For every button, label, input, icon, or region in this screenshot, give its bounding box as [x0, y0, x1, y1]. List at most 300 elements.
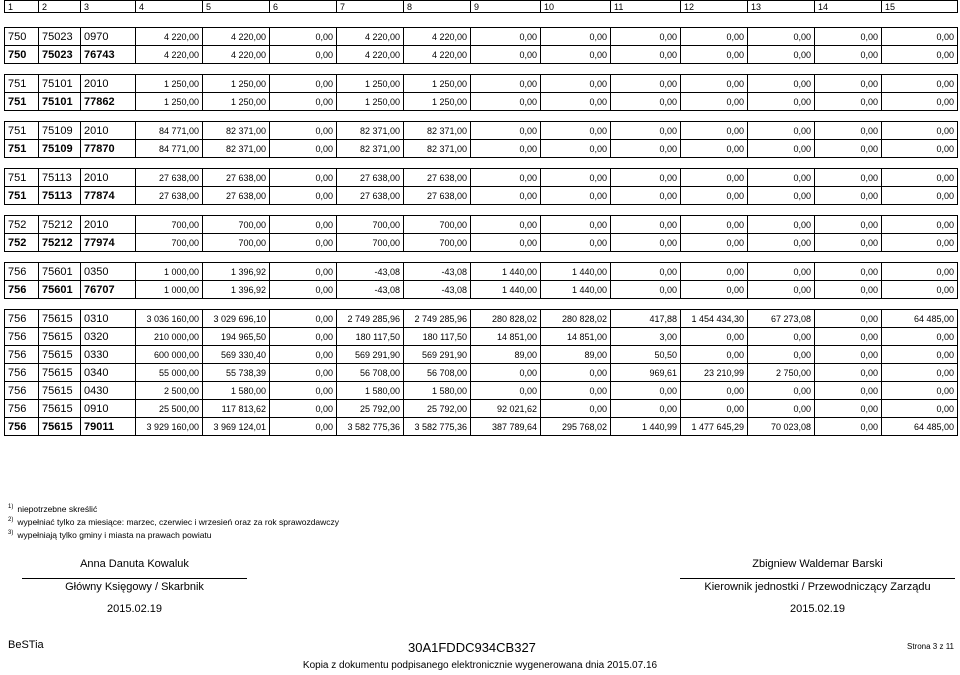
table-cell: 0,00 — [471, 382, 541, 400]
table-cell: 0,00 — [471, 169, 541, 187]
table-cell: 82 371,00 — [337, 122, 404, 140]
table-cell: 0,00 — [748, 216, 815, 234]
table-cell: 0,00 — [882, 281, 958, 299]
signatory-name: Zbigniew Waldemar Barski — [752, 558, 883, 570]
table-cell: 0,00 — [681, 400, 748, 418]
table-row-total — [5, 418, 958, 436]
table-row-total — [5, 46, 958, 64]
table-cell: 756 — [5, 310, 39, 328]
table-cell: 0,00 — [882, 328, 958, 346]
table-cell: 700,00 — [337, 234, 404, 252]
table-cell: 0,00 — [611, 281, 681, 299]
table-cell: 0,00 — [611, 216, 681, 234]
table-cell: 0,00 — [270, 216, 337, 234]
table-cell: 27 638,00 — [337, 187, 404, 205]
table-cell: 0,00 — [541, 75, 611, 93]
table-cell: 0,00 — [882, 187, 958, 205]
table-cell: -43,08 — [404, 263, 471, 281]
table-cell: 0,00 — [541, 400, 611, 418]
table-cell: 0,00 — [748, 328, 815, 346]
table-cell: 569 291,90 — [404, 346, 471, 364]
table-cell: 2 749 285,96 — [337, 310, 404, 328]
table-cell: 0,00 — [611, 400, 681, 418]
table-cell: 756 — [5, 400, 39, 418]
table-cell: 0,00 — [541, 382, 611, 400]
table-cell: 0,00 — [815, 418, 882, 436]
table-cell: 750 — [5, 46, 39, 64]
table-cell: 600 000,00 — [136, 346, 203, 364]
table-cell: 0,00 — [815, 93, 882, 111]
table-cell: 27 638,00 — [337, 169, 404, 187]
page-number: Strona 3 z 11 — [907, 642, 954, 651]
table-cell: 1 250,00 — [203, 75, 270, 93]
table-cell: 0,00 — [681, 234, 748, 252]
column-number: 15 — [882, 1, 958, 13]
table-cell: 0,00 — [541, 187, 611, 205]
table-row — [5, 382, 958, 400]
table-cell: 0,00 — [882, 93, 958, 111]
table-cell: 0,00 — [611, 169, 681, 187]
signatory-name: Anna Danuta Kowaluk — [80, 558, 189, 570]
column-number: 1 — [5, 1, 39, 13]
table-cell: 0,00 — [270, 418, 337, 436]
table-cell: 1 440,00 — [471, 263, 541, 281]
table-cell: 194 965,50 — [203, 328, 270, 346]
table-cell: 2010 — [81, 216, 136, 234]
table-cell: 0320 — [81, 328, 136, 346]
table-cell: 3 929 160,00 — [136, 418, 203, 436]
table-cell: 1 250,00 — [337, 93, 404, 111]
spacer-cell — [5, 111, 958, 122]
table-cell: 756 — [5, 328, 39, 346]
app-name: BeSTia — [8, 639, 44, 651]
table-cell: 700,00 — [337, 216, 404, 234]
column-number: 14 — [815, 1, 882, 13]
column-number: 6 — [270, 1, 337, 13]
table-cell: 0,00 — [270, 364, 337, 382]
table-cell: 75113 — [39, 169, 81, 187]
table-cell: 0,00 — [471, 46, 541, 64]
table-cell: 700,00 — [203, 234, 270, 252]
table-cell: 700,00 — [404, 216, 471, 234]
table-cell: 0,00 — [815, 216, 882, 234]
table-cell: 0,00 — [681, 382, 748, 400]
table-cell: 0330 — [81, 346, 136, 364]
signature-block-accountant — [22, 558, 247, 615]
table-cell: 117 813,62 — [203, 400, 270, 418]
table-cell: 0,00 — [748, 400, 815, 418]
column-number: 13 — [748, 1, 815, 13]
table-cell: 1 396,92 — [203, 281, 270, 299]
table-cell: 76743 — [81, 46, 136, 64]
table-cell: 417,88 — [611, 310, 681, 328]
table-cell: 0,00 — [815, 310, 882, 328]
table-cell: 89,00 — [471, 346, 541, 364]
group-spacer — [5, 299, 958, 310]
table-cell: 0,00 — [882, 75, 958, 93]
table-cell: 756 — [5, 364, 39, 382]
table-cell: 0,00 — [611, 187, 681, 205]
table-cell: 25 792,00 — [337, 400, 404, 418]
column-number-header — [4, 0, 958, 13]
table-cell: 75615 — [39, 364, 81, 382]
table-row-total — [5, 140, 958, 158]
table-cell: 3 582 775,36 — [337, 418, 404, 436]
table-cell: 75615 — [39, 418, 81, 436]
table-cell: 0,00 — [270, 122, 337, 140]
table-cell: 1 250,00 — [136, 93, 203, 111]
data-table — [4, 27, 958, 436]
table-cell: 0,00 — [815, 187, 882, 205]
table-cell: 0,00 — [611, 46, 681, 64]
table-cell: 0,00 — [270, 263, 337, 281]
table-cell: 700,00 — [404, 234, 471, 252]
table-cell: 0,00 — [471, 234, 541, 252]
table-cell: 751 — [5, 187, 39, 205]
table-cell: 75023 — [39, 28, 81, 46]
table-cell: 0,00 — [611, 234, 681, 252]
table-cell: 0910 — [81, 400, 136, 418]
group-spacer — [5, 158, 958, 169]
table-cell: 1 440,00 — [471, 281, 541, 299]
table-cell: -43,08 — [404, 281, 471, 299]
table-cell: 0,00 — [541, 169, 611, 187]
table-cell: 56 708,00 — [404, 364, 471, 382]
column-number: 4 — [136, 1, 203, 13]
table-row — [5, 328, 958, 346]
table-cell: 0310 — [81, 310, 136, 328]
table-cell: 0,00 — [882, 169, 958, 187]
table-cell: 0,00 — [882, 382, 958, 400]
group-spacer — [5, 252, 958, 263]
footnote: $^{2)}$ wypełniać tylko za miesiące: marzec, czerwiec i wrzesień oraz za rok sprawozdawczy — [8, 516, 340, 527]
table-cell: 0,00 — [815, 169, 882, 187]
table-cell: 82 371,00 — [404, 140, 471, 158]
table-cell: 0430 — [81, 382, 136, 400]
table-cell: 0,00 — [815, 28, 882, 46]
table-row — [5, 263, 958, 281]
table-cell: 0,00 — [611, 140, 681, 158]
header-row — [5, 1, 958, 13]
table-cell: 1 000,00 — [136, 281, 203, 299]
table-cell: 751 — [5, 122, 39, 140]
spacer-cell — [5, 252, 958, 263]
table-cell: 75113 — [39, 187, 81, 205]
table-cell: 2010 — [81, 169, 136, 187]
table-cell: 70 023,08 — [748, 418, 815, 436]
table-cell: 0,00 — [681, 169, 748, 187]
table-cell: 751 — [5, 140, 39, 158]
table-cell: 756 — [5, 418, 39, 436]
table-cell: 1 250,00 — [203, 93, 270, 111]
table-cell: 0,00 — [882, 234, 958, 252]
table-cell: 750 — [5, 28, 39, 46]
table-cell: 752 — [5, 234, 39, 252]
column-number: 2 — [39, 1, 81, 13]
table-cell: 79011 — [81, 418, 136, 436]
table-cell: 92 021,62 — [471, 400, 541, 418]
table-cell: 77870 — [81, 140, 136, 158]
table-cell: 0,00 — [611, 382, 681, 400]
table-cell: 4 220,00 — [337, 28, 404, 46]
table-cell: 0,00 — [748, 93, 815, 111]
table-cell: 0,00 — [471, 28, 541, 46]
table-cell: 77862 — [81, 93, 136, 111]
table-cell: 4 220,00 — [203, 46, 270, 64]
signatory-role: Kierownik jednostki / Przewodniczący Zarządu — [680, 578, 955, 593]
table-cell: 0,00 — [748, 263, 815, 281]
table-cell: 27 638,00 — [136, 187, 203, 205]
table-cell: 180 117,50 — [404, 328, 471, 346]
table-cell: 0,00 — [541, 93, 611, 111]
table-cell: 1 580,00 — [337, 382, 404, 400]
table-cell: 0,00 — [471, 93, 541, 111]
table-cell: 84 771,00 — [136, 122, 203, 140]
table-row — [5, 346, 958, 364]
table-cell: 75615 — [39, 310, 81, 328]
table-cell: 4 220,00 — [337, 46, 404, 64]
table-cell: 0,00 — [681, 187, 748, 205]
table-cell: 756 — [5, 346, 39, 364]
table-cell: 295 768,02 — [541, 418, 611, 436]
table-cell: 67 273,08 — [748, 310, 815, 328]
table-cell: 27 638,00 — [404, 169, 471, 187]
table-cell: 751 — [5, 169, 39, 187]
table-cell: 0,00 — [815, 46, 882, 64]
table-cell: 2010 — [81, 122, 136, 140]
group-spacer — [5, 64, 958, 75]
table-cell: 1 396,92 — [203, 263, 270, 281]
table-cell: 0,00 — [681, 346, 748, 364]
document-code: 30A1FDDC934CB327 — [408, 640, 536, 655]
spacer-cell — [5, 158, 958, 169]
table-cell: 0,00 — [748, 28, 815, 46]
table-cell: 387 789,64 — [471, 418, 541, 436]
table-row — [5, 310, 958, 328]
table-cell: 0,00 — [270, 382, 337, 400]
table-row-total — [5, 234, 958, 252]
table-cell: 0,00 — [681, 122, 748, 140]
table-cell: -43,08 — [337, 263, 404, 281]
column-number: 7 — [337, 1, 404, 13]
table-cell: 0,00 — [270, 46, 337, 64]
table-cell: 27 638,00 — [203, 187, 270, 205]
table-cell: 75212 — [39, 216, 81, 234]
table-cell: 2010 — [81, 75, 136, 93]
table-row — [5, 400, 958, 418]
table-cell: 82 371,00 — [203, 140, 270, 158]
table-cell: 0,00 — [748, 75, 815, 93]
table-cell: 50,50 — [611, 346, 681, 364]
table-cell: 0,00 — [882, 400, 958, 418]
table-cell: 0,00 — [681, 75, 748, 93]
column-number: 5 — [203, 1, 270, 13]
table-cell: 1 440,99 — [611, 418, 681, 436]
table-cell: 0,00 — [681, 93, 748, 111]
table-cell: 0,00 — [815, 400, 882, 418]
table-cell: 0,00 — [815, 234, 882, 252]
column-number: 8 — [404, 1, 471, 13]
table-cell: 0,00 — [681, 216, 748, 234]
table-cell: 0,00 — [611, 28, 681, 46]
table-cell: 756 — [5, 281, 39, 299]
table-cell: 0,00 — [541, 364, 611, 382]
footnotes — [8, 502, 339, 540]
signature-date: 2015.02.19 — [106, 603, 163, 615]
table-cell: 64 485,00 — [882, 418, 958, 436]
table-cell: 280 828,02 — [541, 310, 611, 328]
table-cell: 180 117,50 — [337, 328, 404, 346]
group-spacer — [5, 111, 958, 122]
table-cell: 700,00 — [136, 216, 203, 234]
table-cell: 75109 — [39, 140, 81, 158]
table-cell: 0,00 — [748, 281, 815, 299]
table-cell: 700,00 — [203, 216, 270, 234]
table-cell: 0,00 — [815, 140, 882, 158]
table-cell: 0,00 — [815, 281, 882, 299]
table-row — [5, 28, 958, 46]
copy-note: Kopia z dokumentu podpisanego elektronicznie wygenerowana dnia 2015.07.16 — [302, 660, 658, 671]
table-cell: 0,00 — [882, 216, 958, 234]
table-cell: 0,00 — [270, 93, 337, 111]
table-cell: 76707 — [81, 281, 136, 299]
table-cell: 0,00 — [748, 382, 815, 400]
table-cell: 1 580,00 — [404, 382, 471, 400]
table-cell: 0,00 — [270, 281, 337, 299]
table-cell: 0,00 — [270, 346, 337, 364]
table-cell: 0,00 — [748, 187, 815, 205]
table-cell: 77974 — [81, 234, 136, 252]
table-cell: 752 — [5, 216, 39, 234]
table-cell: 1 440,00 — [541, 263, 611, 281]
table-cell: 3 969 124,01 — [203, 418, 270, 436]
table-cell: 0,00 — [471, 122, 541, 140]
table-cell: 0,00 — [815, 346, 882, 364]
table-cell: 82 371,00 — [203, 122, 270, 140]
table-cell: 75615 — [39, 346, 81, 364]
table-cell: 0,00 — [815, 263, 882, 281]
table-cell: 0,00 — [541, 140, 611, 158]
table-cell: 1 440,00 — [541, 281, 611, 299]
table-cell: 75101 — [39, 93, 81, 111]
table-cell: 2 750,00 — [748, 364, 815, 382]
table-cell: 27 638,00 — [203, 169, 270, 187]
table-cell: 0,00 — [270, 169, 337, 187]
table-cell: 0,00 — [270, 328, 337, 346]
table-cell: 0,00 — [471, 187, 541, 205]
table-cell: 89,00 — [541, 346, 611, 364]
table-cell: 3 029 696,10 — [203, 310, 270, 328]
table-cell: 1 580,00 — [203, 382, 270, 400]
column-number: 11 — [611, 1, 681, 13]
table-cell: 0350 — [81, 263, 136, 281]
table-cell: 751 — [5, 93, 39, 111]
table-cell: 75601 — [39, 263, 81, 281]
table-cell: 280 828,02 — [471, 310, 541, 328]
table-row-total — [5, 93, 958, 111]
table-cell: 1 454 434,30 — [681, 310, 748, 328]
table-cell: 1 250,00 — [404, 93, 471, 111]
table-row — [5, 122, 958, 140]
table-cell: 0,00 — [270, 75, 337, 93]
signature-block-head — [680, 558, 955, 615]
table-cell: 0,00 — [541, 28, 611, 46]
table-cell: 0,00 — [681, 28, 748, 46]
table-cell: 0,00 — [748, 234, 815, 252]
table-cell: 0,00 — [681, 281, 748, 299]
table-cell: 0970 — [81, 28, 136, 46]
table-cell: 756 — [5, 382, 39, 400]
table-cell: 2 749 285,96 — [404, 310, 471, 328]
table-cell: 84 771,00 — [136, 140, 203, 158]
table-cell: 3,00 — [611, 328, 681, 346]
table-cell: 0,00 — [882, 46, 958, 64]
table-cell: 4 220,00 — [404, 28, 471, 46]
table-cell: 756 — [5, 263, 39, 281]
footnote: $^{3)}$ wypełniają tylko gminy i miasta na prawach powiatu — [8, 529, 212, 540]
table-cell: 0,00 — [681, 263, 748, 281]
table-cell: 23 210,99 — [681, 364, 748, 382]
column-number: 3 — [81, 1, 136, 13]
table-cell: 2 500,00 — [136, 382, 203, 400]
table-cell: 55 738,39 — [203, 364, 270, 382]
table-cell: 82 371,00 — [404, 122, 471, 140]
table-cell: 0,00 — [882, 28, 958, 46]
table-cell: 75615 — [39, 400, 81, 418]
table-cell: 0,00 — [270, 400, 337, 418]
table-row — [5, 75, 958, 93]
table-row-total — [5, 187, 958, 205]
table-cell: 0,00 — [882, 263, 958, 281]
table-cell: 82 371,00 — [337, 140, 404, 158]
table-cell: 0,00 — [815, 364, 882, 382]
table-cell: 0,00 — [270, 187, 337, 205]
table-cell: -43,08 — [337, 281, 404, 299]
table-cell: 75109 — [39, 122, 81, 140]
table-cell: 75023 — [39, 46, 81, 64]
table-cell: 0,00 — [541, 234, 611, 252]
table-cell: 0,00 — [471, 140, 541, 158]
table-cell: 3 582 775,36 — [404, 418, 471, 436]
signature-date: 2015.02.19 — [789, 603, 846, 615]
table-cell: 0,00 — [611, 93, 681, 111]
table-cell: 25 792,00 — [404, 400, 471, 418]
table-cell: 0,00 — [270, 310, 337, 328]
spacer-cell — [5, 299, 958, 310]
table-cell: 25 500,00 — [136, 400, 203, 418]
table-cell: 75601 — [39, 281, 81, 299]
table-cell: 0340 — [81, 364, 136, 382]
table-cell: 0,00 — [748, 140, 815, 158]
table-cell: 0,00 — [471, 75, 541, 93]
table-cell: 0,00 — [611, 75, 681, 93]
table-cell: 0,00 — [270, 140, 337, 158]
table-cell: 75212 — [39, 234, 81, 252]
table-cell: 0,00 — [681, 328, 748, 346]
table-cell: 3 036 160,00 — [136, 310, 203, 328]
table-cell: 0,00 — [471, 364, 541, 382]
table-cell: 1 250,00 — [136, 75, 203, 93]
table-cell: 27 638,00 — [404, 187, 471, 205]
table-cell: 0,00 — [882, 122, 958, 140]
table-cell: 210 000,00 — [136, 328, 203, 346]
table-cell: 75615 — [39, 328, 81, 346]
table-row — [5, 169, 958, 187]
table-cell: 4 220,00 — [203, 28, 270, 46]
group-spacer — [5, 205, 958, 216]
table-row — [5, 216, 958, 234]
table-cell: 75615 — [39, 382, 81, 400]
